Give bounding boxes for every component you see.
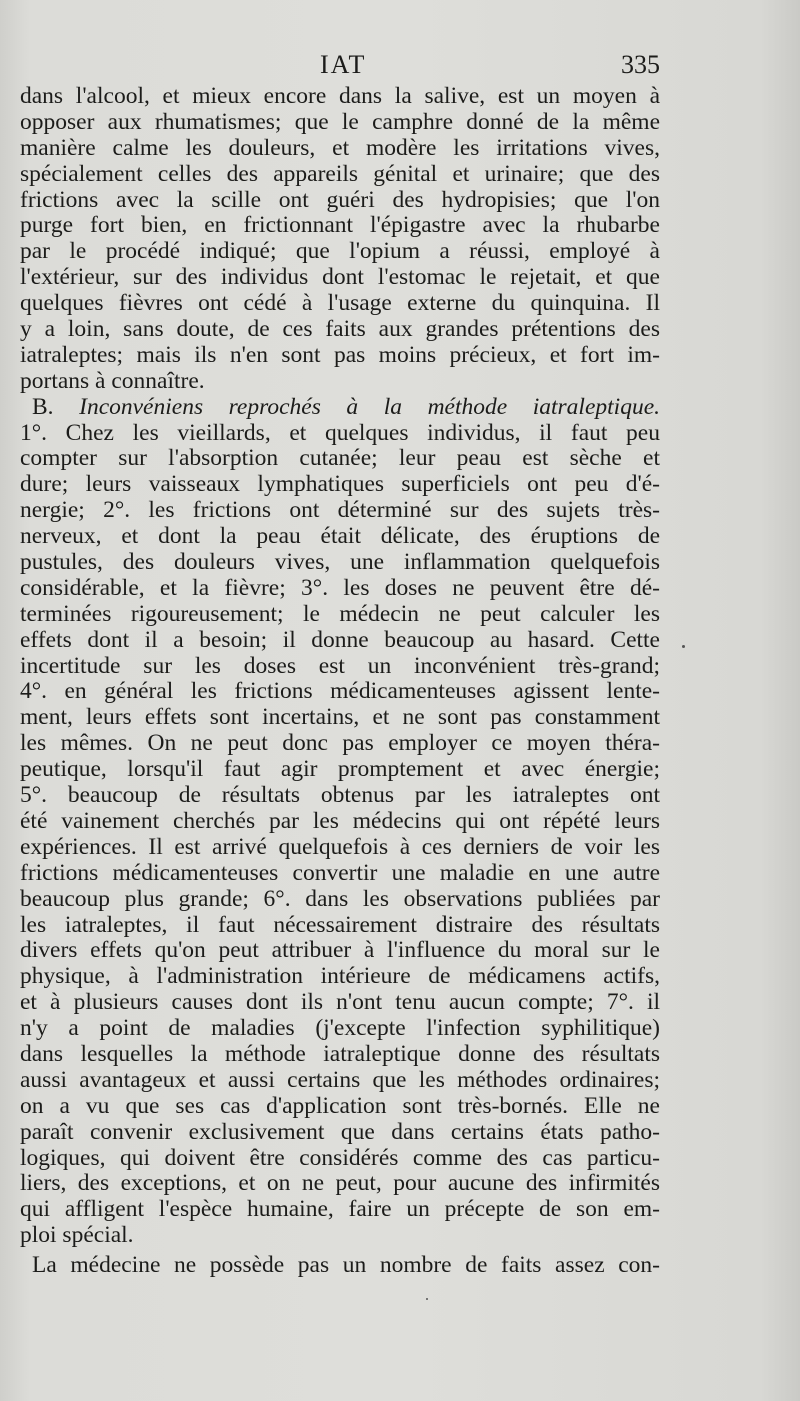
page-number: 335: [621, 50, 660, 79]
text-line: peutique, lorsqu'il faut agir promptement et avec énergie;: [20, 757, 660, 783]
text-line: pustules, des douleurs vives, une inflammation quelquefois: [20, 550, 660, 576]
text-line: et à plusieurs causes dont ils n'ont tenu aucun compte; 7°. il: [20, 990, 660, 1016]
text-line: effets dont il a besoin; il donne beaucoup au hasard. Cette: [20, 627, 660, 653]
text-line: incertitude sur les doses est un inconvénient très-grand;: [20, 653, 660, 679]
text-line: terminées rigoureusement; le médecin ne peut calculer les: [20, 601, 660, 627]
running-head: IAT: [320, 50, 367, 79]
text-line: dans lesquelles la méthode iatraleptique donne des résultats: [20, 1041, 660, 1067]
text-line: qui affligent l'espèce humaine, faire un précepte de son em-: [20, 1197, 660, 1223]
text-line: on a vu que ses cas d'application sont très-bornés. Elle ne: [20, 1093, 660, 1119]
text-line: compter sur l'absorption cutanée; leur peau est sèche et: [20, 446, 660, 472]
text-line: La médecine ne possède pas un nombre de faits assez con-: [32, 1253, 660, 1279]
section-heading: [20, 395, 660, 421]
text-line: frictions avec la scille ont guéri des hydropisies; que l'on: [20, 187, 660, 213]
text-line: quelques fièvres ont cédé à l'usage externe du quinquina. Il: [20, 291, 660, 317]
text-line: physique, à l'administration intérieure de médicamens actifs,: [20, 964, 660, 990]
text-line: nerveux, et dont la peau était délicate, des éruptions de: [20, 524, 660, 550]
text-line: spécialement celles des appareils génital et urinaire; que des: [20, 161, 660, 187]
text-line: manière calme les douleurs, et modère les irritations vives,: [20, 135, 660, 161]
text-line: considérable, et la fièvre; 3°. les doses ne peuvent être dé-: [20, 575, 660, 601]
text-line: logiques, qui doivent être considérés comme des cas particu-: [20, 1145, 660, 1171]
text-line: expériences. Il est arrivé quelquefois à ces derniers de voir les: [20, 834, 660, 860]
text-line: liers, des exceptions, et on ne peut, pour aucune des infirmités: [20, 1171, 660, 1197]
text-line: 5°. beaucoup de résultats obtenus par les iatraleptes ont: [20, 783, 660, 809]
section-title: Inconvéniens reprochés à la méthode iatraleptique.: [79, 394, 660, 420]
text-line: purge fort bien, en frictionnant l'épigastre avec la rhubarbe: [20, 213, 660, 239]
text-line: beaucoup plus grande; 6°. dans les observations publiées par: [20, 886, 660, 912]
text-line: l'extérieur, sur des individus dont l'estomac le rejetait, et que: [20, 265, 660, 291]
text-line: été vainement cherchés par les médecins qui ont répété leurs: [20, 808, 660, 834]
text-line: ploi spécial.: [20, 1223, 134, 1249]
text-line: opposer aux rhumatismes; que le camphre donné de la même: [20, 109, 660, 135]
text-line: ment, leurs effets sont incertains, et ne sont pas constamment: [20, 705, 660, 731]
text-line: nergie; 2°. les frictions ont déterminé sur des sujets très-: [20, 498, 660, 524]
body-text: [20, 84, 660, 1279]
text-line: y a loin, sans doute, de ces faits aux grandes prétentions des: [20, 317, 660, 343]
text-line: dans l'alcool, et mieux encore dans la salive, est un moyen à: [20, 84, 660, 109]
text-line: 1°. Chez les vieillards, et quelques individus, il faut peu: [20, 420, 660, 446]
text-line: n'y a point de maladies (j'excepte l'infection syphilitique): [20, 1016, 660, 1042]
text-line: les mêmes. On ne peut donc pas employer ce moyen théra-: [20, 731, 660, 757]
paper-speck: [426, 1298, 428, 1300]
text-line: par le procédé indiqué; que l'opium a réussi, employé à: [20, 239, 660, 265]
text-line: 4°. en général les frictions médicamenteuses agissent lente-: [20, 679, 660, 705]
text-line: les iatraleptes, il faut nécessairement distraire des résultats: [20, 912, 660, 938]
text-line: portans à connaître.: [20, 368, 205, 394]
paper-speck: [682, 645, 685, 648]
text-line: frictions médicamenteuses convertir une maladie en une autre: [20, 860, 660, 886]
text-line: divers effets qu'on peut attribuer à l'influence du moral sur le: [20, 938, 660, 964]
page-header: [20, 50, 660, 86]
text-line: aussi avantageux et aussi certains que les méthodes ordinaires;: [20, 1067, 660, 1093]
section-label: B.: [32, 394, 54, 420]
text-line: paraît convenir exclusivement que dans certains états patho-: [20, 1119, 660, 1145]
text-line: iatraleptes; mais ils n'en sont pas moins précieux, et fort im-: [20, 342, 660, 368]
text-line: dure; leurs vaisseaux lymphatiques superficiels ont peu d'é-: [20, 472, 660, 498]
